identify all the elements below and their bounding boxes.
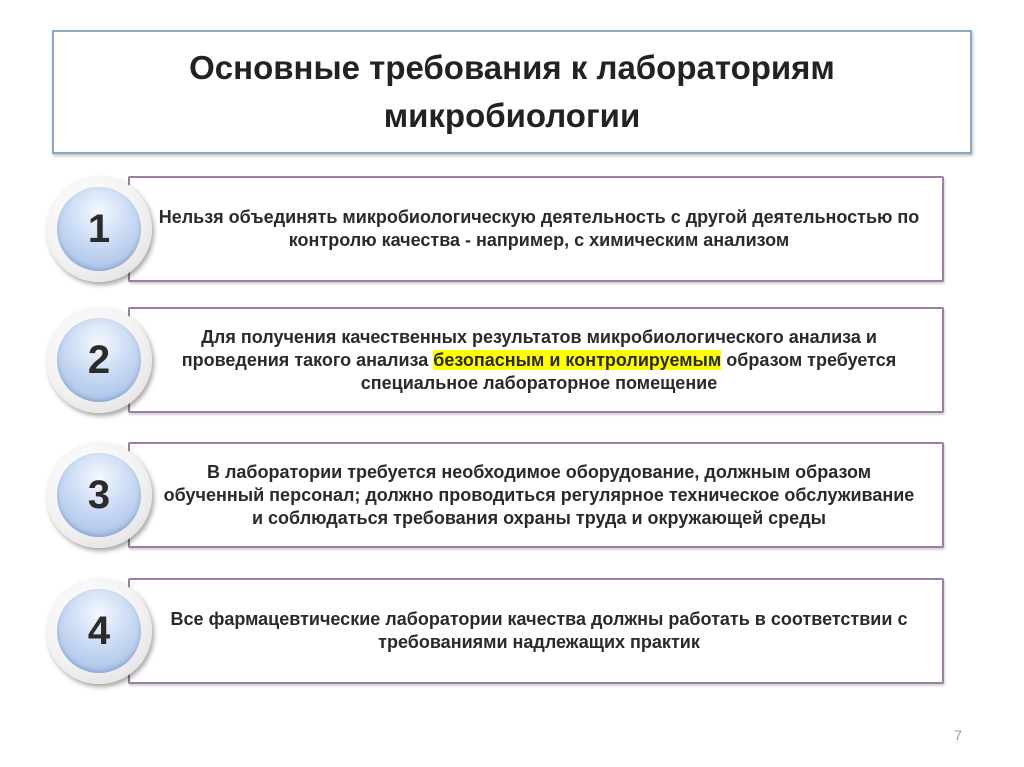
requirement-item-1 xyxy=(0,176,1024,282)
requirement-item-4 xyxy=(0,578,1024,684)
number-badge-1-label: 1 xyxy=(57,187,141,271)
requirement-text-1-part-1: Нельзя объединять микробиологическую деятельность с другой деятельностью по контролю качества - например, с химическим анализом xyxy=(158,207,920,250)
requirement-text-3-part-1: В лаборатории требуется необходимое оборудование, должным образом обученный персонал; должно проводиться регулярное техническое обслуживание и соблюдаться требования охраны труда и окружающей среды xyxy=(163,461,915,528)
requirement-text-2-highlight: безопасным и контролируемым xyxy=(433,349,722,370)
requirement-text-4-part-1: Все фармацевтические лаборатории качества должны работать в соответствии с требованиями надлежащих практик xyxy=(170,609,908,652)
number-badge-3-label: 3 xyxy=(57,453,141,537)
requirement-bar-1 xyxy=(128,176,944,282)
number-badge-2-label: 2 xyxy=(57,318,141,402)
slide-title: Основные требования к лабораториям микробиологии xyxy=(189,49,835,134)
number-badge-3 xyxy=(46,442,152,548)
requirement-text-3 xyxy=(158,444,920,546)
requirement-text-1 xyxy=(158,178,920,280)
number-badge-4 xyxy=(46,578,152,684)
number-badge-1 xyxy=(46,176,152,282)
requirement-bar-4 xyxy=(128,578,944,684)
requirement-text-2 xyxy=(158,309,920,411)
title-box xyxy=(52,30,972,154)
requirement-item-3 xyxy=(0,442,1024,548)
number-badge-2 xyxy=(46,307,152,413)
requirement-item-2 xyxy=(0,307,1024,413)
requirement-text-2-part-3: образом требуется специальное лабораторное помещение xyxy=(360,349,897,393)
requirement-text-4 xyxy=(158,580,920,682)
requirement-text-2-part-1: Для получения качественных результатов микробиологического анализа и проведения такого анализа xyxy=(181,326,877,370)
requirement-bar-2 xyxy=(128,307,944,413)
requirement-bar-3 xyxy=(128,442,944,548)
page-number: 7 xyxy=(954,727,962,743)
number-badge-4-label: 4 xyxy=(57,589,141,673)
